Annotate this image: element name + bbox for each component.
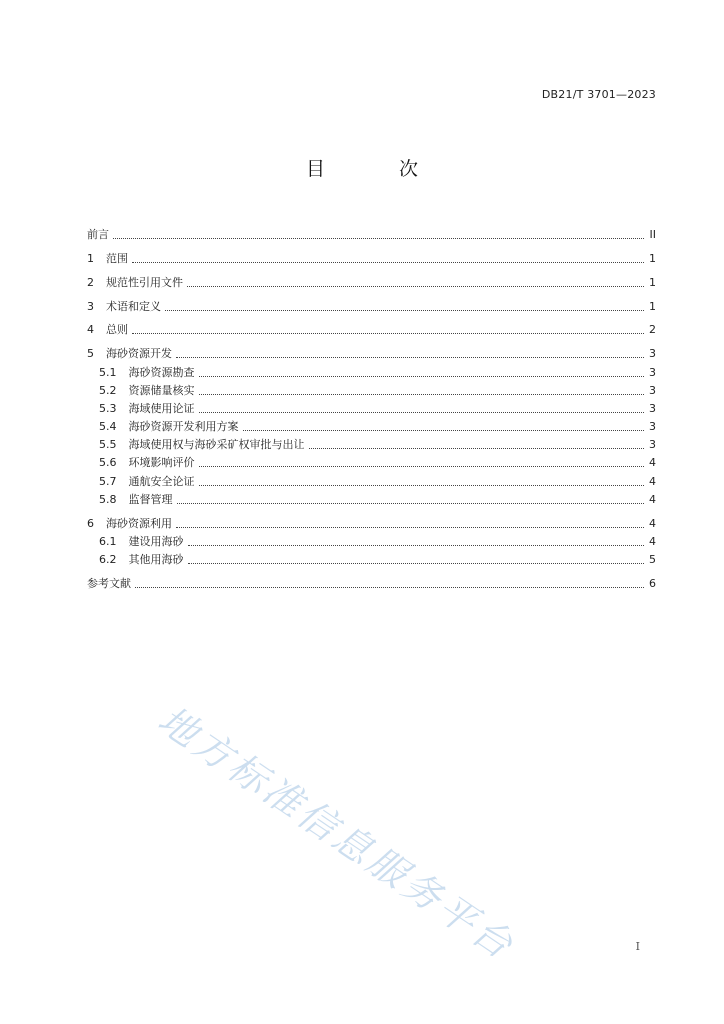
toc-entry-page: 3	[649, 420, 656, 434]
toc-entry-page: 4	[649, 456, 656, 470]
toc-entry[interactable]	[87, 507, 656, 531]
toc-entry-page: 3	[649, 438, 656, 452]
toc-entry-page: 3	[649, 383, 656, 397]
toc-entry-label: 参考文献	[87, 577, 131, 590]
toc-entry-number: 1	[87, 251, 94, 265]
toc-leader-dots	[309, 448, 645, 449]
toc-entry-label: 通航安全论证	[128, 474, 195, 488]
toc-entry-number: 5.5	[99, 438, 117, 452]
toc-entry[interactable]	[87, 218, 656, 242]
toc-entry-number: 5	[87, 347, 94, 361]
toc-leader-dots	[176, 357, 644, 358]
toc-leader-dots	[243, 430, 645, 431]
toc-leader-dots	[165, 310, 644, 311]
toc-entry-page: 5	[649, 553, 656, 567]
watermark: 地方标准信息服务平台	[150, 697, 524, 969]
toc-leader-dots	[132, 333, 644, 334]
toc-leader-dots	[188, 563, 645, 564]
toc-leader-dots	[199, 376, 645, 377]
toc-entry-page: 4	[649, 474, 656, 488]
table-of-contents	[87, 218, 656, 591]
toc-entry-number: 5.6	[99, 456, 117, 470]
page-number: I	[635, 940, 640, 953]
toc-entry[interactable]	[87, 398, 656, 416]
toc-entry-label: 海域使用论证	[128, 401, 195, 415]
toc-leader-dots	[188, 545, 645, 546]
toc-entry-number: 5.2	[99, 383, 117, 397]
toc-entry-number: 5.3	[99, 401, 117, 415]
toc-entry-label: 术语和定义	[106, 299, 161, 313]
toc-entry-number: 6	[87, 516, 94, 530]
toc-entry-number: 3	[87, 299, 94, 313]
toc-entry-page: 3	[649, 401, 656, 415]
toc-entry-number: 6.1	[99, 534, 117, 548]
toc-entry[interactable]	[87, 434, 656, 452]
toc-entry-page: 4	[649, 534, 656, 548]
document-code: DB21/T 3701—2023	[541, 88, 656, 101]
toc-entry-label: 海域使用权与海砂采矿权审批与出让	[128, 438, 305, 452]
toc-entry-page: 3	[649, 365, 656, 379]
toc-entry-page: 4	[649, 492, 656, 506]
toc-entry-label: 前言	[87, 227, 109, 241]
toc-entry[interactable]	[87, 242, 656, 266]
toc-entry-page: 1	[649, 251, 656, 265]
toc-leader-dots	[199, 412, 645, 413]
toc-entry[interactable]	[87, 380, 656, 398]
toc-leader-dots	[132, 262, 644, 263]
toc-entry-label: 海砂资源开发	[106, 347, 172, 361]
toc-entry-number: 5.7	[99, 474, 117, 488]
toc-entry-page: 6	[649, 577, 656, 590]
toc-entry-label: 海砂资源勘查	[128, 365, 195, 379]
toc-entry-number: 6.2	[99, 553, 117, 567]
toc-entry-label: 规范性引用文件	[106, 275, 183, 289]
toc-entry-label: 海砂资源开发利用方案	[128, 420, 239, 434]
toc-entry[interactable]	[87, 470, 656, 488]
toc-leader-dots	[187, 286, 644, 287]
toc-entry-page: 4	[649, 516, 656, 530]
toc-entry[interactable]	[87, 416, 656, 434]
toc-leader-dots	[113, 238, 644, 239]
toc-entry-label: 监督管理	[128, 492, 173, 506]
toc-entry[interactable]	[87, 549, 656, 567]
toc-entry-page: 1	[649, 299, 656, 313]
toc-entry-page: 1	[649, 275, 656, 289]
toc-entry-number: 5.4	[99, 420, 117, 434]
toc-entry-number: 5.8	[99, 492, 117, 506]
toc-entry-label: 环境影响评价	[128, 456, 195, 470]
toc-leader-dots	[176, 527, 644, 528]
toc-leader-dots	[199, 466, 645, 467]
toc-entry-number: 2	[87, 275, 94, 289]
toc-leader-dots	[135, 587, 644, 588]
toc-entry[interactable]	[87, 531, 656, 549]
toc-entry[interactable]	[87, 489, 656, 507]
toc-entry-label: 海砂资源利用	[106, 516, 172, 530]
toc-entry-label: 总则	[106, 323, 128, 337]
toc-entry-number: 5.1	[99, 365, 117, 379]
toc-entry-label: 范围	[106, 251, 128, 265]
toc-entry-label: 资源储量核实	[128, 383, 195, 397]
toc-entry-page: 3	[649, 347, 656, 361]
toc-leader-dots	[199, 485, 645, 486]
toc-entry[interactable]	[87, 290, 656, 314]
toc-leader-dots	[199, 394, 645, 395]
toc-title: 目 次	[305, 158, 453, 180]
toc-entry[interactable]	[87, 337, 656, 361]
toc-entry[interactable]	[87, 314, 656, 338]
toc-entry[interactable]	[87, 452, 656, 470]
toc-entry-number: 4	[87, 323, 94, 337]
toc-entry-page: 2	[649, 323, 656, 337]
toc-entry-label: 建设用海砂	[128, 534, 184, 548]
toc-entry[interactable]	[87, 361, 656, 379]
toc-entry[interactable]	[87, 567, 656, 591]
toc-entry-label: 其他用海砂	[128, 553, 184, 567]
toc-entry-page: II	[649, 227, 656, 241]
toc-leader-dots	[177, 503, 645, 504]
toc-entry[interactable]	[87, 266, 656, 290]
